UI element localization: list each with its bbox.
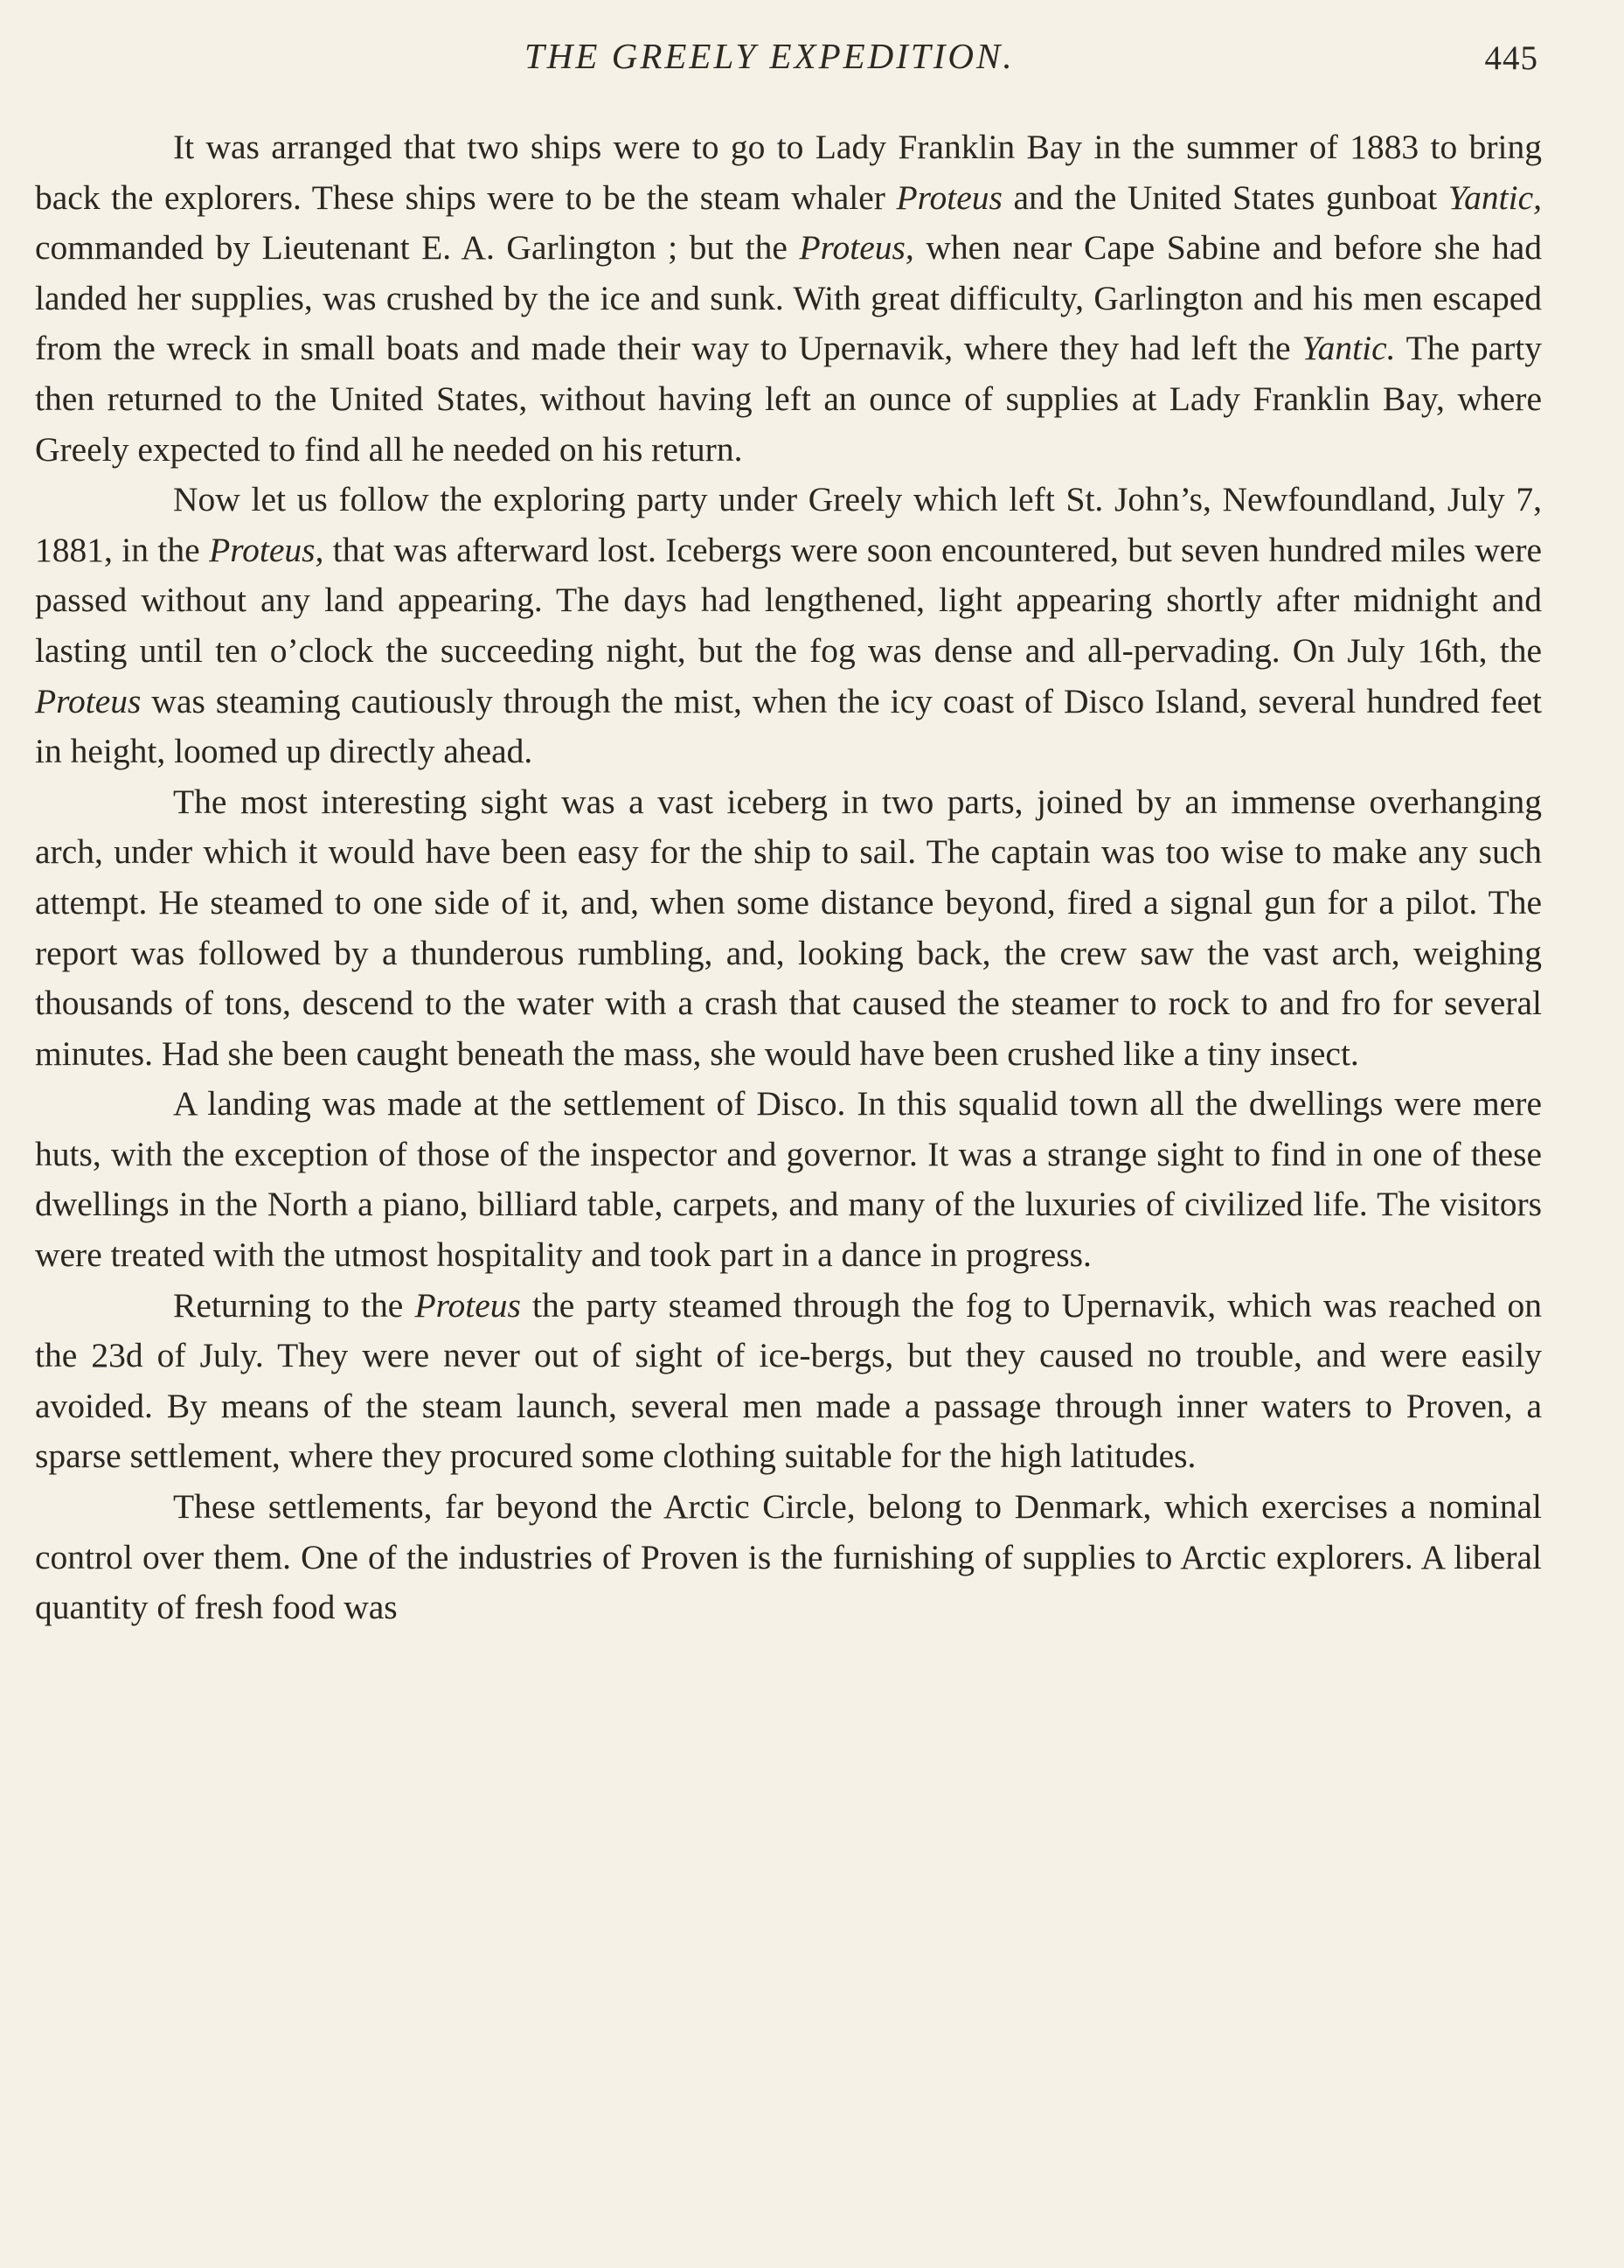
paragraph	[35, 777, 1542, 1080]
body-text	[35, 122, 1542, 1633]
paragraph	[35, 1482, 1542, 1633]
paragraph	[35, 1281, 1542, 1482]
italic-text: Proteus	[35, 681, 142, 720]
running-title: THE GREELY EXPEDITION.	[524, 36, 1015, 76]
italic-text: Proteus	[896, 177, 1003, 217]
italic-text: Yantic,	[1447, 177, 1542, 217]
italic-text: Yantic.	[1301, 329, 1396, 368]
text-run: when near Cape Sabine and before she had landed her supplies, was crushed by the ice and sunk. With great difficulty, Garlington and his men escaped from the wreck in small boats and made their way to Upernavik, where they had left the	[35, 228, 1543, 368]
text-run: the party steamed through the fog to Upernavik, which was reached on the 23d of July. They were never out of sight of ice-bergs, but they caused no trouble, and were easily avoided. By means of the steam launch, several men made a passage through inner waters to Proven, a sparse settlement, where they procured some clothing suitable for the high latitudes.	[35, 1285, 1542, 1476]
text-run: commanded by Lieutenant E. A. Garlington ; but the	[35, 228, 800, 268]
paragraph	[35, 1079, 1542, 1280]
text-run: The most interesting sight was a vast iceberg in two parts, joined by an immense overhanging arch, under which it would have been easy for the ship to sail. The captain was too wise to make any such attempt. He steamed to one side of it, and, when some distance beyond, fired a signal gun for a pilot. The report was followed by a thunderous rumbling, and, looking back, the crew saw the vast arch, weighing thousands of tons, descend to the water with a crash that caused the steamer to rock to and fro for several minutes. Had she been caught beneath the mass, she would have been crushed like a tiny insect.	[35, 782, 1542, 1073]
text-run: that was afterward lost. Icebergs were soon encountered, but seven hundred miles were passed without any land appearing. The days had lengthened, light appearing shortly after midnight and lasting until ten o’clock the succeeding night, but the fog was dense and all-pervading. On July 16th, the	[35, 530, 1543, 670]
paragraph	[35, 475, 1542, 777]
text-run: Returning to the	[173, 1285, 415, 1325]
page-number: 445	[1484, 39, 1538, 77]
text-run: The party then returned to the United States, without having left an ounce of supplies at Lady Franklin Bay, where Greely expected to find all he needed on his return.	[35, 329, 1543, 469]
italic-text: Proteus,	[209, 530, 324, 569]
text-run: These settlements, far beyond the Arctic Circle, belong to Denmark, which exercises a nominal control over them. One of the industries of Proven is the furnishing of supplies to Arctic explorers. A liberal quantity of fresh food was	[35, 1487, 1542, 1627]
running-head	[455, 35, 1538, 87]
text-run: was steaming cautiously through the mist, when the icy coast of Disco Island, several hundred feet in height, loomed up directly ahead.	[35, 681, 1542, 771]
paragraph	[35, 122, 1542, 475]
italic-text: Proteus	[414, 1285, 521, 1325]
text-run: and the United States gunboat	[1002, 177, 1448, 217]
italic-text: Proteus,	[799, 228, 914, 268]
text-run: Now let us follow the exploring party under Greely which left St. John’s, Newfoundland, July 7, 1881, in the	[35, 480, 1542, 569]
text-run: It was arranged that two ships were to go to Lady Franklin Bay in the summer of 1883 to bring back the explorers. These ships were to be the steam whaler	[35, 128, 1542, 217]
text-run: A landing was made at the settlement of Disco. In this squalid town all the dwellings were mere huts, with the exception of those of the inspector and governor. It was a strange sight to find in one of these dwellings in the North a piano, billiard table, carpets, and many of the luxuries of civilized life. The visitors were treated with the utmost hospitality and took part in a dance in progress.	[35, 1084, 1542, 1275]
